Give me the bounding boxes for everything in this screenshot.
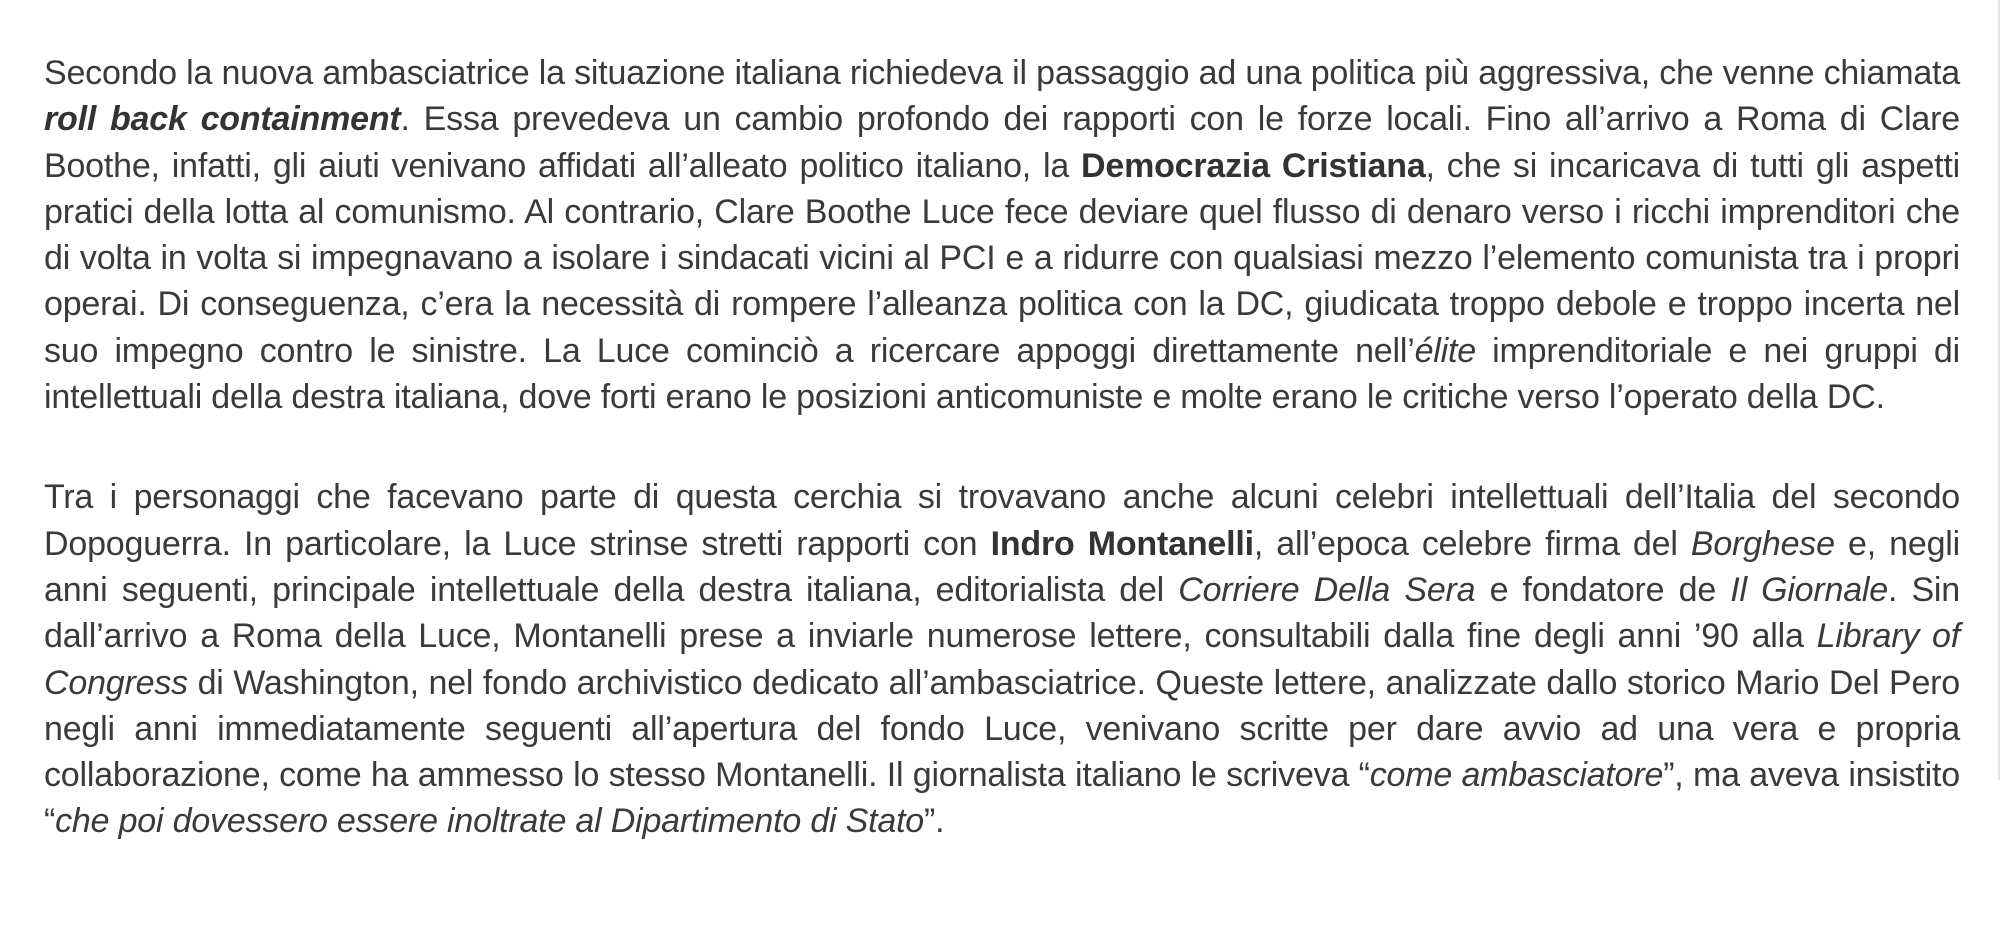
emphasis-indro-montanelli: Indro Montanelli xyxy=(990,524,1254,563)
emphasis-il-giornale: Il Giornale xyxy=(1730,570,1888,609)
paragraph-1-text-4: imprenditoriale e nei gruppi di intellettuali della destra italiana, dove forti erano le posizioni anticomuniste e molte erano le critiche verso l’operato della DC. xyxy=(44,331,1960,417)
paragraph-1-text-2: . Essa prevedeva un cambio profondo dei rapporti con le forze locali. Fino all’arrivo a Roma di Clare Boothe, infatti, gli aiuti venivano affidati all’alleato politico italiano, la xyxy=(44,100,1960,185)
quote-come-ambasciatore: come ambasciatore xyxy=(1369,756,1664,795)
article-body xyxy=(44,50,1960,845)
paragraph-2-text-2: , all’epoca celebre firma del xyxy=(1253,524,1691,563)
paragraph-2 xyxy=(44,474,1960,844)
paragraph-2-text-1: Tra i personaggi che facevano parte di questa cerchia si trovavano anche alcuni celebri intellettuali dell’Italia del secondo Dopoguerra. In particolare, la Luce strinse stretti rapporti con xyxy=(44,478,1960,563)
paragraph-2-text-8: ”. xyxy=(924,802,945,841)
emphasis-library-of-congress: Library of Congress xyxy=(44,617,1960,702)
paragraph-2-text-6: di Washington, nel fondo archivistico dedicato all’ambasciatrice. Queste lettere, analizzate dallo storico Mario Del Pero negli anni immediatamente seguenti all’apertura del fondo Luce, venivano scritte per dare avvio ad una vera e propria collaborazione, come ha ammesso lo stesso Montanelli. Il giornalista italiano le scriveva “ xyxy=(44,663,1960,795)
quote-dipartimento-di-stato: che poi dovessero essere inoltrate al Dipartimento di Stato xyxy=(55,802,925,841)
emphasis-democrazia-cristiana: Democrazia Cristiana xyxy=(1081,146,1426,185)
paragraph-1-text-3: , che si incaricava di tutti gli aspetti pratici della lotta al comunismo. Al contrario, Clare Boothe Luce fece deviare quel flusso di denaro verso i ricchi imprenditori che di volta in volta si impegnavano a isolare i sindacati vicini al PCI e a ridurre con qualsiasi mezzo l’elemento comunista tra i propri operai. Di conseguenza, c’era la necessità di rompere l’alleanza politica con la DC, giudicata troppo debole e troppo incerta nel suo impegno contro le sinistre. La Luce cominciò a ricercare appoggi direttamente nell’ xyxy=(44,146,1960,370)
emphasis-elite: élite xyxy=(1414,331,1476,370)
emphasis-borghese: Borghese xyxy=(1690,524,1835,563)
paragraph-2-text-3: e, negli anni seguenti, principale intellettuale della destra italiana, editorialista del xyxy=(44,524,1960,609)
paragraph-2-text-4: e fondatore de xyxy=(1475,570,1731,609)
emphasis-roll-back-containment: roll back containment xyxy=(44,100,401,139)
emphasis-corriere-della-sera: Corriere Della Sera xyxy=(1178,570,1476,609)
paragraph-1-text-1: Secondo la nuova ambasciatrice la situazione italiana richiedeva il passaggio ad una politica più aggressiva, che venne chiamata xyxy=(44,54,1960,92)
paragraph-2-text-5: . Sin dall’arrivo a Roma della Luce, Montanelli prese a inviarle numerose lettere, consultabili dalla fine degli anni ’90 alla xyxy=(44,570,1960,656)
paragraph-1 xyxy=(44,50,1960,420)
paragraph-2-text-7: ”, ma aveva insistito “ xyxy=(44,756,1960,841)
